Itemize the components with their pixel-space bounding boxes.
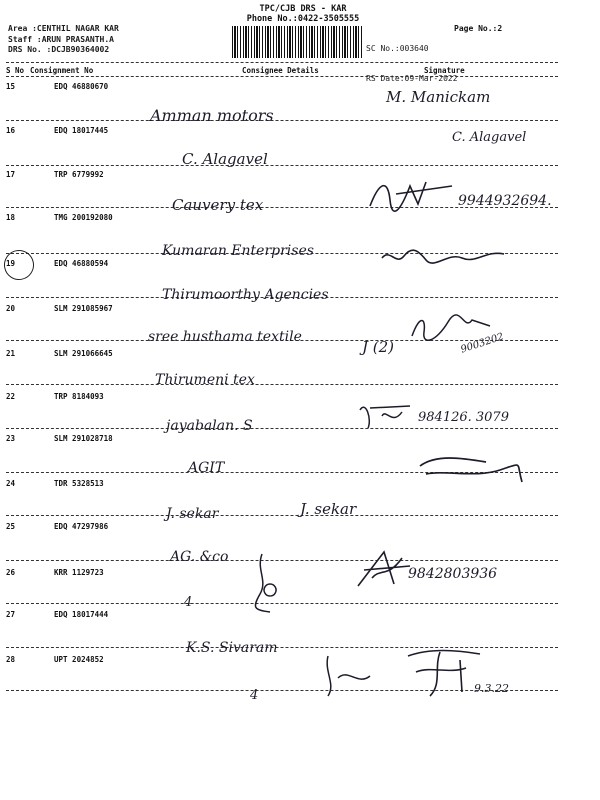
row-25-consignment: EDQ 47297986: [54, 522, 109, 531]
row-28-sno: 28: [6, 655, 16, 664]
phone-row20: 9003202: [459, 331, 506, 356]
row-21-sno: 21: [6, 349, 16, 358]
signature-row16: C. Alagavel: [452, 130, 527, 145]
row-19-consignment: EDQ 46880594: [54, 259, 109, 268]
sheet-title: TPC/CJB DRS - KAR: [259, 4, 347, 14]
consignee-row24: J. sekar: [166, 506, 219, 522]
sheet-header-left: [8, 24, 119, 56]
signature-scribble-row22: [356, 400, 416, 432]
signature-row15: M. Manickam: [386, 88, 491, 106]
page-number: Page No.:2: [454, 24, 503, 33]
row-21-consignment: SLM 291066645: [54, 349, 113, 358]
signature-scribble-row17: [366, 176, 456, 216]
consignee-row21: Thirumeni tex: [155, 372, 255, 388]
phone-row22: 984126. 3079: [418, 410, 509, 425]
row-28-consignment: UPT 2024852: [54, 655, 104, 664]
consignee-row15: Amman motors: [150, 106, 274, 125]
row-rule: [6, 384, 558, 385]
row-26-sno: 26: [6, 568, 16, 577]
row-27-sno: 27: [6, 610, 16, 619]
sheet-header-center: [228, 4, 378, 24]
col-signature: Signature: [424, 66, 465, 75]
consignee-row18: Kumaran Enterprises: [162, 243, 314, 259]
consignee-row22: jayabalan. S: [166, 418, 253, 434]
staff-line: Staff :ARUN PRASANTH.A: [8, 34, 114, 44]
row-22-sno: 22: [6, 392, 16, 401]
sc-number: SC No.:003640: [366, 44, 429, 53]
row-20-sno: 20: [6, 304, 16, 313]
row-20-consignment: SLM 291085967: [54, 304, 113, 313]
row-23-consignment: SLM 291028718: [54, 434, 113, 443]
row-rule: [6, 515, 558, 516]
col-sno: S No: [6, 66, 25, 75]
row-27-consignment: EDQ 18017444: [54, 610, 109, 619]
signature-scribble-row20: [406, 312, 496, 342]
phone-row25: 9842803936: [408, 566, 498, 582]
phone-row17: 9944932694.: [458, 193, 552, 209]
row-15-consignment: EDQ 46880670: [54, 82, 109, 91]
area-line: Area :CENTHIL NAGAR KAR: [8, 24, 119, 33]
row-rule: [6, 120, 558, 121]
signature-scribble-row28a: [318, 650, 378, 700]
row-18-sno: 18: [6, 213, 16, 222]
row-15-sno: 15: [6, 82, 16, 91]
consignee-row25: AG. &co: [170, 549, 229, 565]
consignee-row17: Cauvery tex: [172, 196, 264, 214]
header-rule: [6, 62, 558, 63]
rs-date: RS Date:09-Mar-2022: [366, 74, 458, 83]
mark-row26: 4: [184, 595, 193, 610]
signature-scribble-row28b: [400, 644, 490, 700]
col-consignee: Consignee Details: [242, 66, 319, 75]
row-16-sno: 16: [6, 126, 16, 135]
row-16-consignment: EDQ 18017445: [54, 126, 109, 135]
consignee-row16: C. Alagavel: [182, 150, 268, 168]
row-rule: [6, 428, 558, 429]
row-23-sno: 23: [6, 434, 16, 443]
drs-number-line: DRS No. :DCJB90364002: [8, 45, 110, 54]
row-26-consignment: KRR 1129723: [54, 568, 104, 577]
signature-scribble-row25: [248, 550, 288, 620]
signature-scribble-row26: [354, 548, 414, 592]
row-25-sno: 25: [6, 522, 16, 531]
consignee-row27: K.S. Sivaram: [186, 640, 278, 656]
barcode: [232, 26, 362, 58]
signature-scribble-row18: [378, 244, 508, 270]
col-consignment: Consignment No: [30, 66, 94, 75]
row-17-consignment: TRP 6779992: [54, 170, 104, 179]
header-rule-bottom: [6, 76, 558, 77]
row-24-sno: 24: [6, 479, 16, 488]
row-22-consignment: TRP 8184093: [54, 392, 104, 401]
mark-row20: J (2): [362, 338, 395, 356]
consignee-row19: Thirumoorthy Agencies: [162, 287, 329, 303]
consignee-row20: sree husthama textile: [148, 329, 302, 345]
row-19-sno: 19: [6, 259, 16, 268]
row-24-consignment: TDR 5328513: [54, 479, 104, 488]
date-row28: 9.3.22: [474, 682, 509, 695]
phone-line: Phone No.:0422-3505555: [246, 14, 360, 24]
row-18-consignment: TMG 200192080: [54, 213, 113, 222]
row-17-sno: 17: [6, 170, 16, 179]
mark-row28: 4: [250, 688, 259, 703]
signature-scribble-row23: [416, 452, 526, 488]
row-rule: [6, 165, 558, 166]
signature-row24: J. sekar: [300, 500, 357, 518]
consignee-row23: AGIT: [188, 460, 225, 476]
